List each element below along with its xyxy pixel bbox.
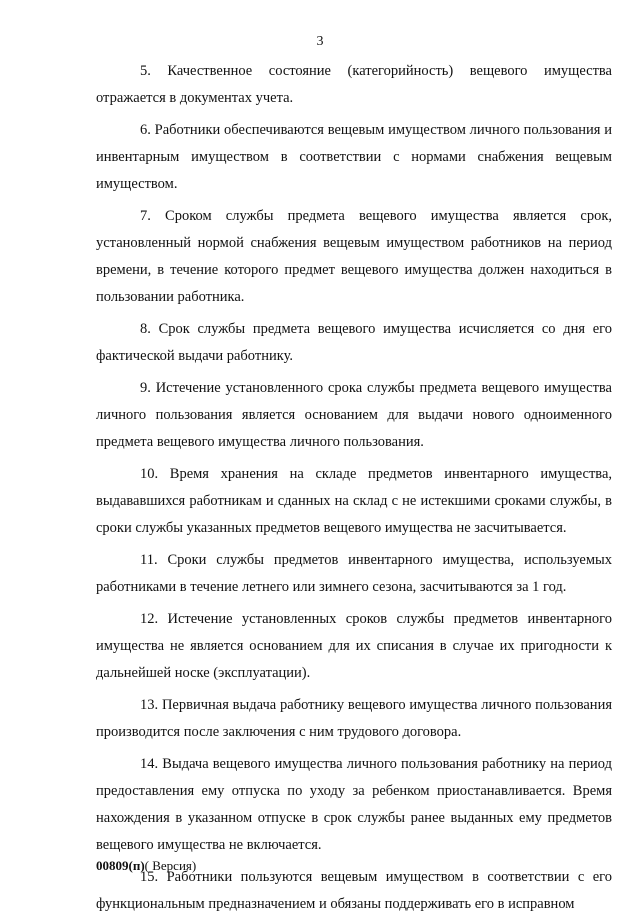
document-version: ( Версия): [144, 858, 197, 873]
paragraph-7: 7. Сроком службы предмета вещевого имущества является срок, установленный нормой снабжения вещевым имуществом работников на период времени, в течение которого предмет вещевого имущества должен находиться в пользовании работника.: [96, 208, 612, 305]
paragraph-8: 8. Срок службы предмета вещевого имущества исчисляется со дня его фактической выдачи работнику.: [96, 321, 612, 364]
document-body: [96, 58, 612, 923]
paragraph-6: 6. Работники обеспечиваются вещевым имуществом личного пользования и инвентарным имуществом в соответствии с нормами снабжения вещевым имуществом.: [96, 122, 612, 192]
paragraph-13: 13. Первичная выдача работнику вещевого имущества личного пользования производится после заключения с ним трудового договора.: [96, 697, 612, 740]
paragraph-14: 14. Выдача вещевого имущества личного пользования работнику на период предоставления ему отпуска по уходу за ребенком приостанавливается. Время нахождения в указанном отпуске в срок службы ранее выданных ему предметов вещевого имущества не включается.: [96, 756, 612, 853]
paragraph-12: 12. Истечение установленных сроков службы предметов инвентарного имущества не является основанием для их списания в случае их пригодности к дальнейшей носке (эксплуатации).: [96, 611, 612, 681]
document-footer: [96, 858, 196, 874]
paragraph-15: 15. Работники пользуются вещевым имуществом в соответствии с его функциональным предназначением и обязаны поддерживать его в исправном: [96, 869, 612, 912]
document-code: 00809(п): [96, 858, 145, 873]
paragraph-5: 5. Качественное состояние (категорийность) вещевого имущества отражается в документах учета.: [96, 63, 612, 106]
paragraph-9: 9. Истечение установленного срока службы предмета вещевого имущества личного пользования является основанием для выдачи нового одноименного предмета вещевого имущества личного пользования.: [96, 380, 612, 450]
paragraph-10: 10. Время хранения на складе предметов инвентарного имущества, выдававшихся работникам и сданных на склад с не истекшими сроками службы, в сроки службы указанных предметов вещевого имущества не засчитывается.: [96, 466, 612, 536]
paragraph-11: 11. Сроки службы предметов инвентарного имущества, используемых работниками в течение летнего или зимнего сезона, засчитываются за 1 год.: [96, 552, 612, 595]
page-number: 3: [316, 34, 324, 49]
